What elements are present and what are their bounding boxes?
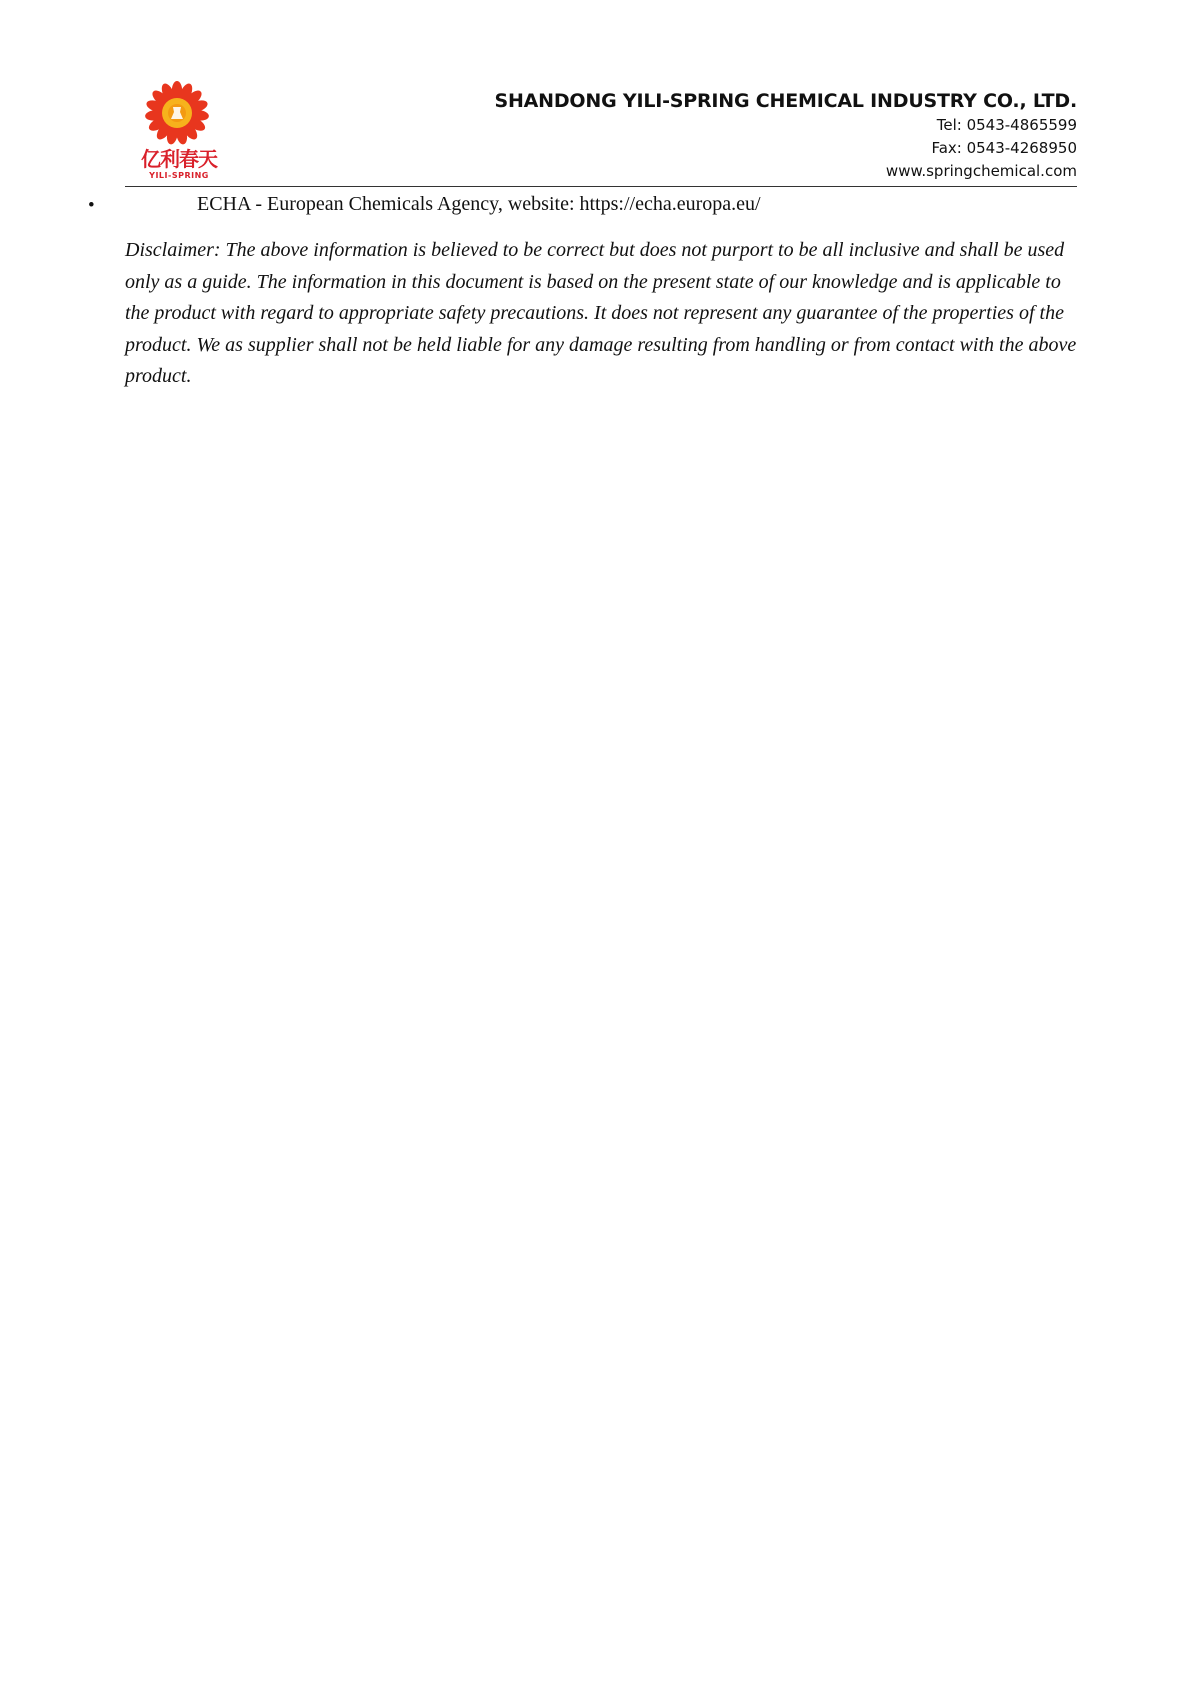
company-info <box>494 88 1077 183</box>
company-logo <box>138 80 220 186</box>
logo-chinese-text: 亿利春天 <box>141 147 217 171</box>
list-bullet: • <box>88 195 95 216</box>
disclaimer-text: Disclaimer: The above information is believed to be correct but does not purport to be all inclusive and shall be used only as a guide. The information in this document is based on the present state of our knowledge and is applicable to the product with regard to appropriate safety precautions. It does not represent any guarantee of the properties of the product. We as supplier shall not be held liable for any damage resulting from handling or from contact with the above product. <box>125 239 1077 387</box>
sunflower-logo-icon <box>138 80 220 146</box>
reference-item: ECHA - European Chemicals Agency, website: https://echa.europa.eu/ <box>197 193 761 215</box>
logo-english-text: YILI-SPRING <box>149 171 209 180</box>
company-website: www.springchemical.com <box>885 162 1077 180</box>
company-fax: Fax: 0543-4268950 <box>931 139 1077 157</box>
company-tel: Tel: 0543-4865599 <box>936 116 1077 134</box>
company-name: SHANDONG YILI-SPRING CHEMICAL INDUSTRY CO., LTD. <box>494 90 1077 112</box>
header-divider <box>125 186 1077 187</box>
